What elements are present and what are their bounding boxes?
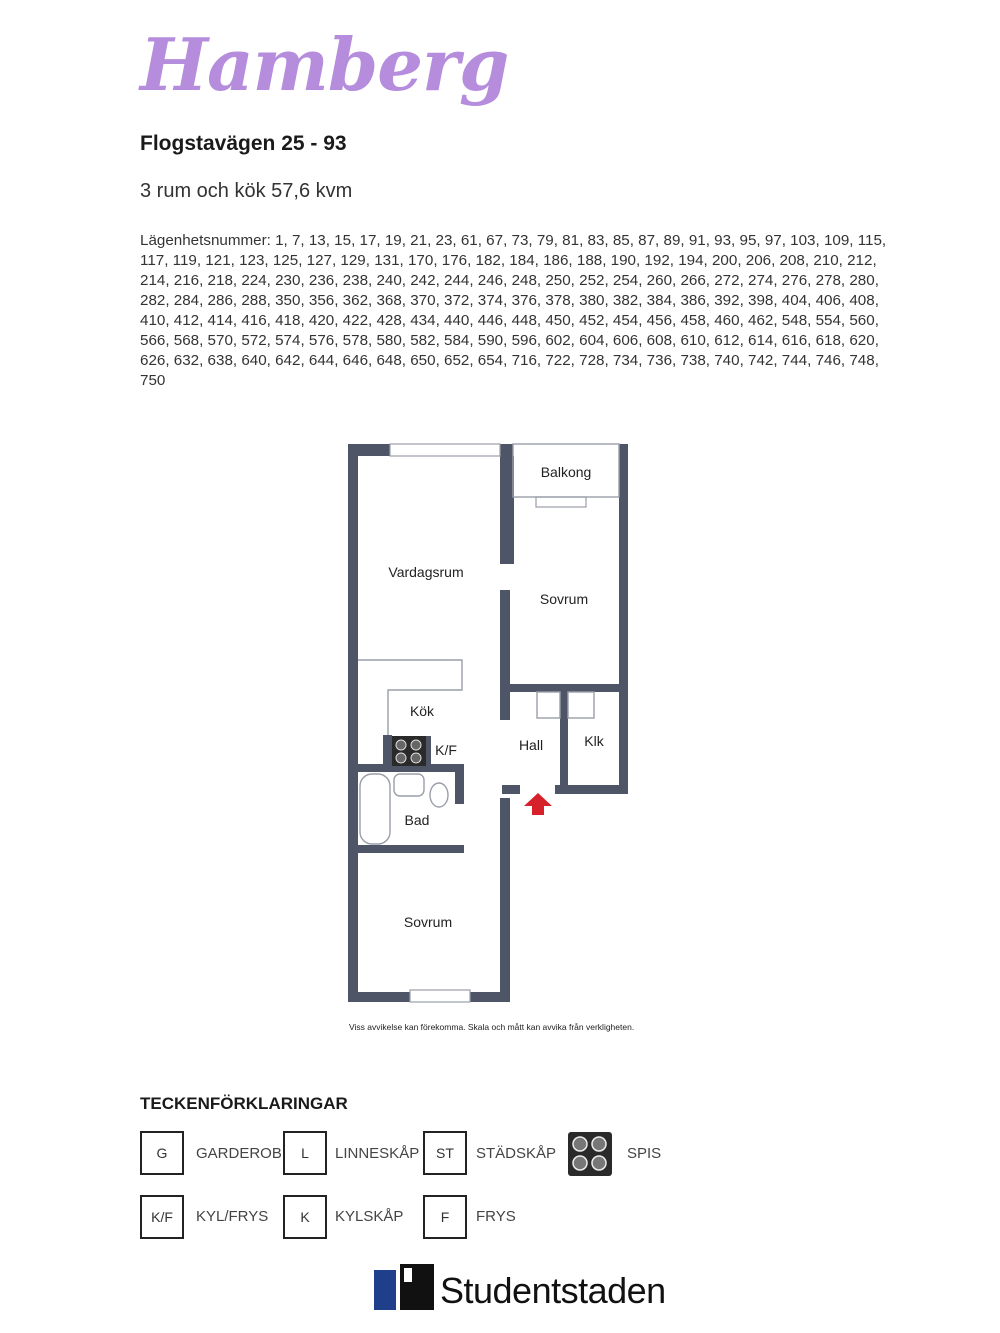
legend-code-kylskap: K	[283, 1195, 327, 1239]
studentstaden-logo-text: Studentstaden	[440, 1270, 666, 1311]
studentstaden-logo-icon	[374, 1264, 434, 1312]
room-label-kf: K/F	[435, 742, 457, 758]
stove-icon	[568, 1132, 612, 1176]
wall-bad-right	[455, 764, 464, 804]
wall-sovrum-bottom	[510, 684, 619, 692]
room-label-bad: Bad	[404, 812, 430, 828]
entrance-arrow-icon	[524, 793, 552, 815]
legend-title: TECKENFÖRKLARINGAR	[140, 1094, 348, 1113]
legend-label-kylfrys: KYL/FRYS	[196, 1208, 269, 1225]
apartment-size: 3 rum och kök 57,6 kvm	[140, 180, 353, 202]
legend-label-frys: FRYS	[476, 1208, 516, 1225]
legend-label-garderob: GARDEROB	[196, 1145, 282, 1162]
sink	[394, 774, 424, 796]
legend-code-garderob: G	[140, 1131, 184, 1175]
wall-klk-bottom	[555, 785, 628, 794]
stove-icon	[392, 736, 426, 766]
unit-numbers: Lägenhetsnummer: 1, 7, 13, 15, 17, 19, 21, 23, 61, 67, 73, 79, 81, 83, 85, 87, 89, 91, 93, 95, 97, 103, 109, 115, 117, 119, 121, 123, 125, 127, 129, 131, 170, 176, 182, 184, 186, 188, 190, 192, 194, 200, 206, 208, 210, 212, 214, 216, 218, 224, 230, 236, 238, 240, 242, 244, 246, 248, 250, 252, 254, 260, 266, 272, 274, 276, 278, 280, 282, 284, 286, 288, 350, 356, 362, 368, 370, 372, 374, 376, 378, 380, 382, 384, 386, 392, 398, 404, 406, 408, 410, 412, 414, 416, 418, 420, 422, 428, 434, 440, 446, 448, 450, 452, 454, 456, 458, 460, 462, 548, 554, 560, 566, 568, 570, 572, 574, 576, 578, 580, 582, 584, 590, 596, 602, 604, 606, 608, 610, 612, 614, 616, 618, 620, 626, 632, 638, 640, 642, 644, 646, 648, 650, 652, 654, 716, 722, 728, 734, 736, 738, 740, 742, 744, 746, 748, 750	[140, 232, 887, 389]
brand-title: Hamberg	[140, 22, 509, 107]
legend-label-stadskap: STÄDSKÅP	[476, 1145, 557, 1162]
room-label-hall: Hall	[518, 737, 544, 753]
wall-kitchen-left	[383, 735, 392, 765]
legend-code-kylfrys: K/F	[140, 1195, 184, 1239]
legend-code-frys: F	[423, 1195, 467, 1239]
room-label-sovrum-lower: Sovrum	[403, 914, 453, 930]
wall-klk-left	[560, 692, 568, 785]
window-vardagsrum	[390, 444, 500, 456]
legend-code-stadskap: ST	[423, 1131, 467, 1175]
wall-vardagsrum-sovrum-lower	[500, 590, 510, 720]
kitchen-counter	[358, 660, 462, 735]
address: Flogstavägen 25 - 93	[140, 132, 347, 155]
wall-kf-divider	[426, 736, 431, 766]
wall-bad-bottom	[348, 845, 464, 853]
room-label-klk: Klk	[584, 733, 604, 749]
window-sovrum-lower	[410, 990, 470, 1002]
legend-label-kylskap: KYLSKÅP	[335, 1208, 404, 1225]
outer-wall-right	[619, 444, 628, 792]
plan-disclaimer: Viss avvikelse kan förekomma. Skala och mått kan avvika från verkligheten.	[349, 1022, 635, 1032]
toilet	[430, 783, 448, 807]
legend-label-linneskap: LINNESKÅP	[335, 1145, 420, 1162]
room-label-vardagsrum: Vardagsrum	[388, 564, 464, 580]
wall-vardagsrum-sovrum	[500, 456, 514, 564]
room-label-sovrum-upper: Sovrum	[539, 591, 589, 607]
window-balkong	[536, 497, 586, 507]
bathtub	[360, 774, 390, 844]
legend-label-spis: SPIS	[627, 1145, 662, 1162]
outer-wall-left	[348, 444, 358, 1002]
room-label-balkong: Balkong	[540, 464, 592, 480]
wardrobe-2	[568, 692, 594, 718]
wall-right-lower	[500, 798, 510, 1002]
legend-code-linneskap: L	[283, 1131, 327, 1175]
room-label-kok: Kök	[409, 703, 435, 719]
wall-entrance-left	[502, 785, 520, 794]
wardrobe-1	[537, 692, 560, 718]
